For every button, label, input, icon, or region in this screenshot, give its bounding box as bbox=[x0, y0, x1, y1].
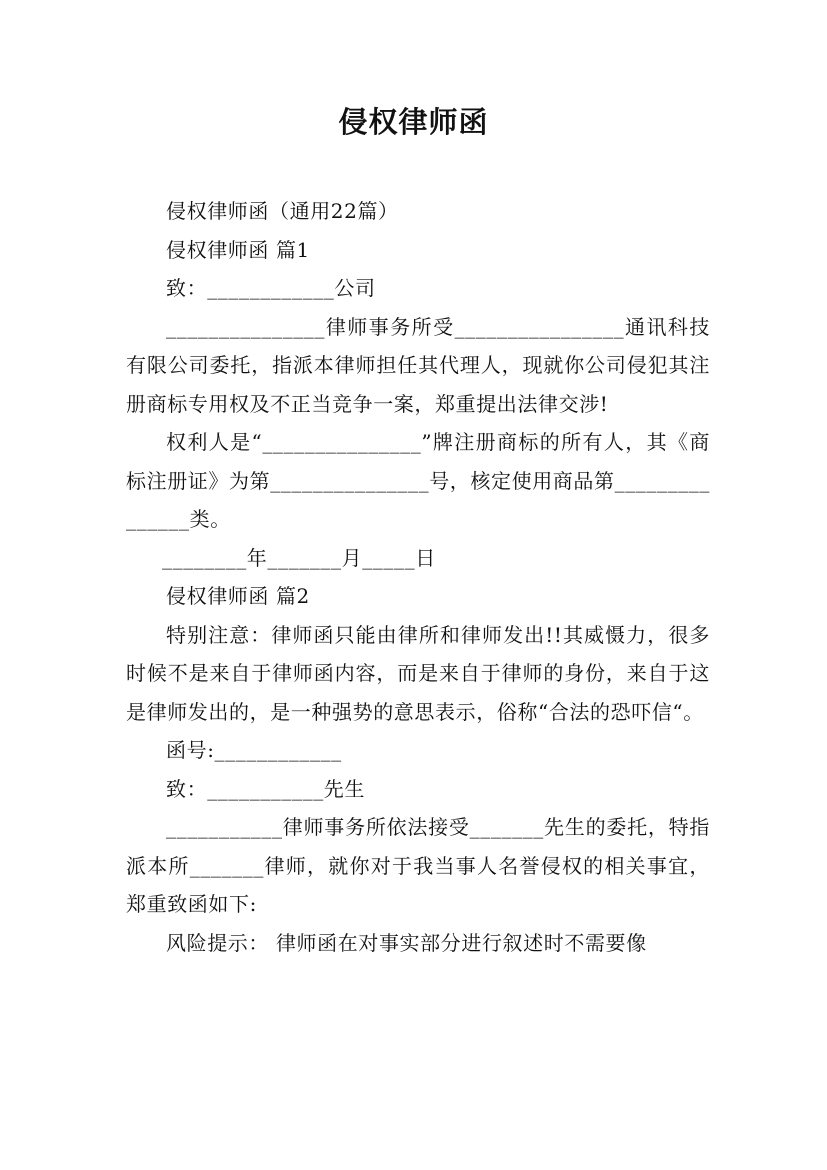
paragraph-addressee-person: 致：___________先生 bbox=[166, 776, 365, 801]
document-body bbox=[126, 192, 710, 962]
paragraph-risk-notice: 风险提示： 律师函在对事实部分进行叙述时不需要像 bbox=[166, 930, 647, 955]
paragraph-addressee-company: 致：____________公司 bbox=[166, 276, 376, 300]
paragraph-article-1-heading: 侵权律师函 篇1 bbox=[166, 237, 310, 262]
paragraph-article-2-heading: 侵权律师函 篇2 bbox=[166, 584, 310, 608]
paragraph-letter-number: 函号:____________ bbox=[166, 738, 342, 762]
paragraph-heading-collection: 侵权律师函（通用22篇） bbox=[166, 199, 399, 223]
paragraph-rights-holder: 权利人是“_______________”牌注册商标的所有人，其《商标注册证》为第_______________号，核定使用商品第_______________类。 bbox=[126, 430, 710, 531]
document-title: 侵权律师函 bbox=[338, 105, 489, 139]
paragraph-special-note: 特别注意：律师函只能由律所和律师发出!!其威慑力，很多时候不是来自于律师函内容，而是来自于律师的身份，来自于这是律师发出的，是一种强势的意思表示，俗称“合法的恐吓信“。 bbox=[126, 622, 710, 724]
paragraph-commission: ___________律师事务所依法接受_______先生的委托，特指派本所_______律师，就你对于我当事人名誉侵权的相关事宜，郑重致函如下: bbox=[126, 815, 710, 916]
paragraph-engagement: _______________律师事务所受________________通讯科技有限公司委托，指派本律师担任其代理人，现就你公司侵犯其注册商标专用权及不正当竞争一案，郑重提出法律交涉! bbox=[126, 314, 710, 416]
paragraph-date: ________年_______月_____日 bbox=[162, 545, 436, 570]
